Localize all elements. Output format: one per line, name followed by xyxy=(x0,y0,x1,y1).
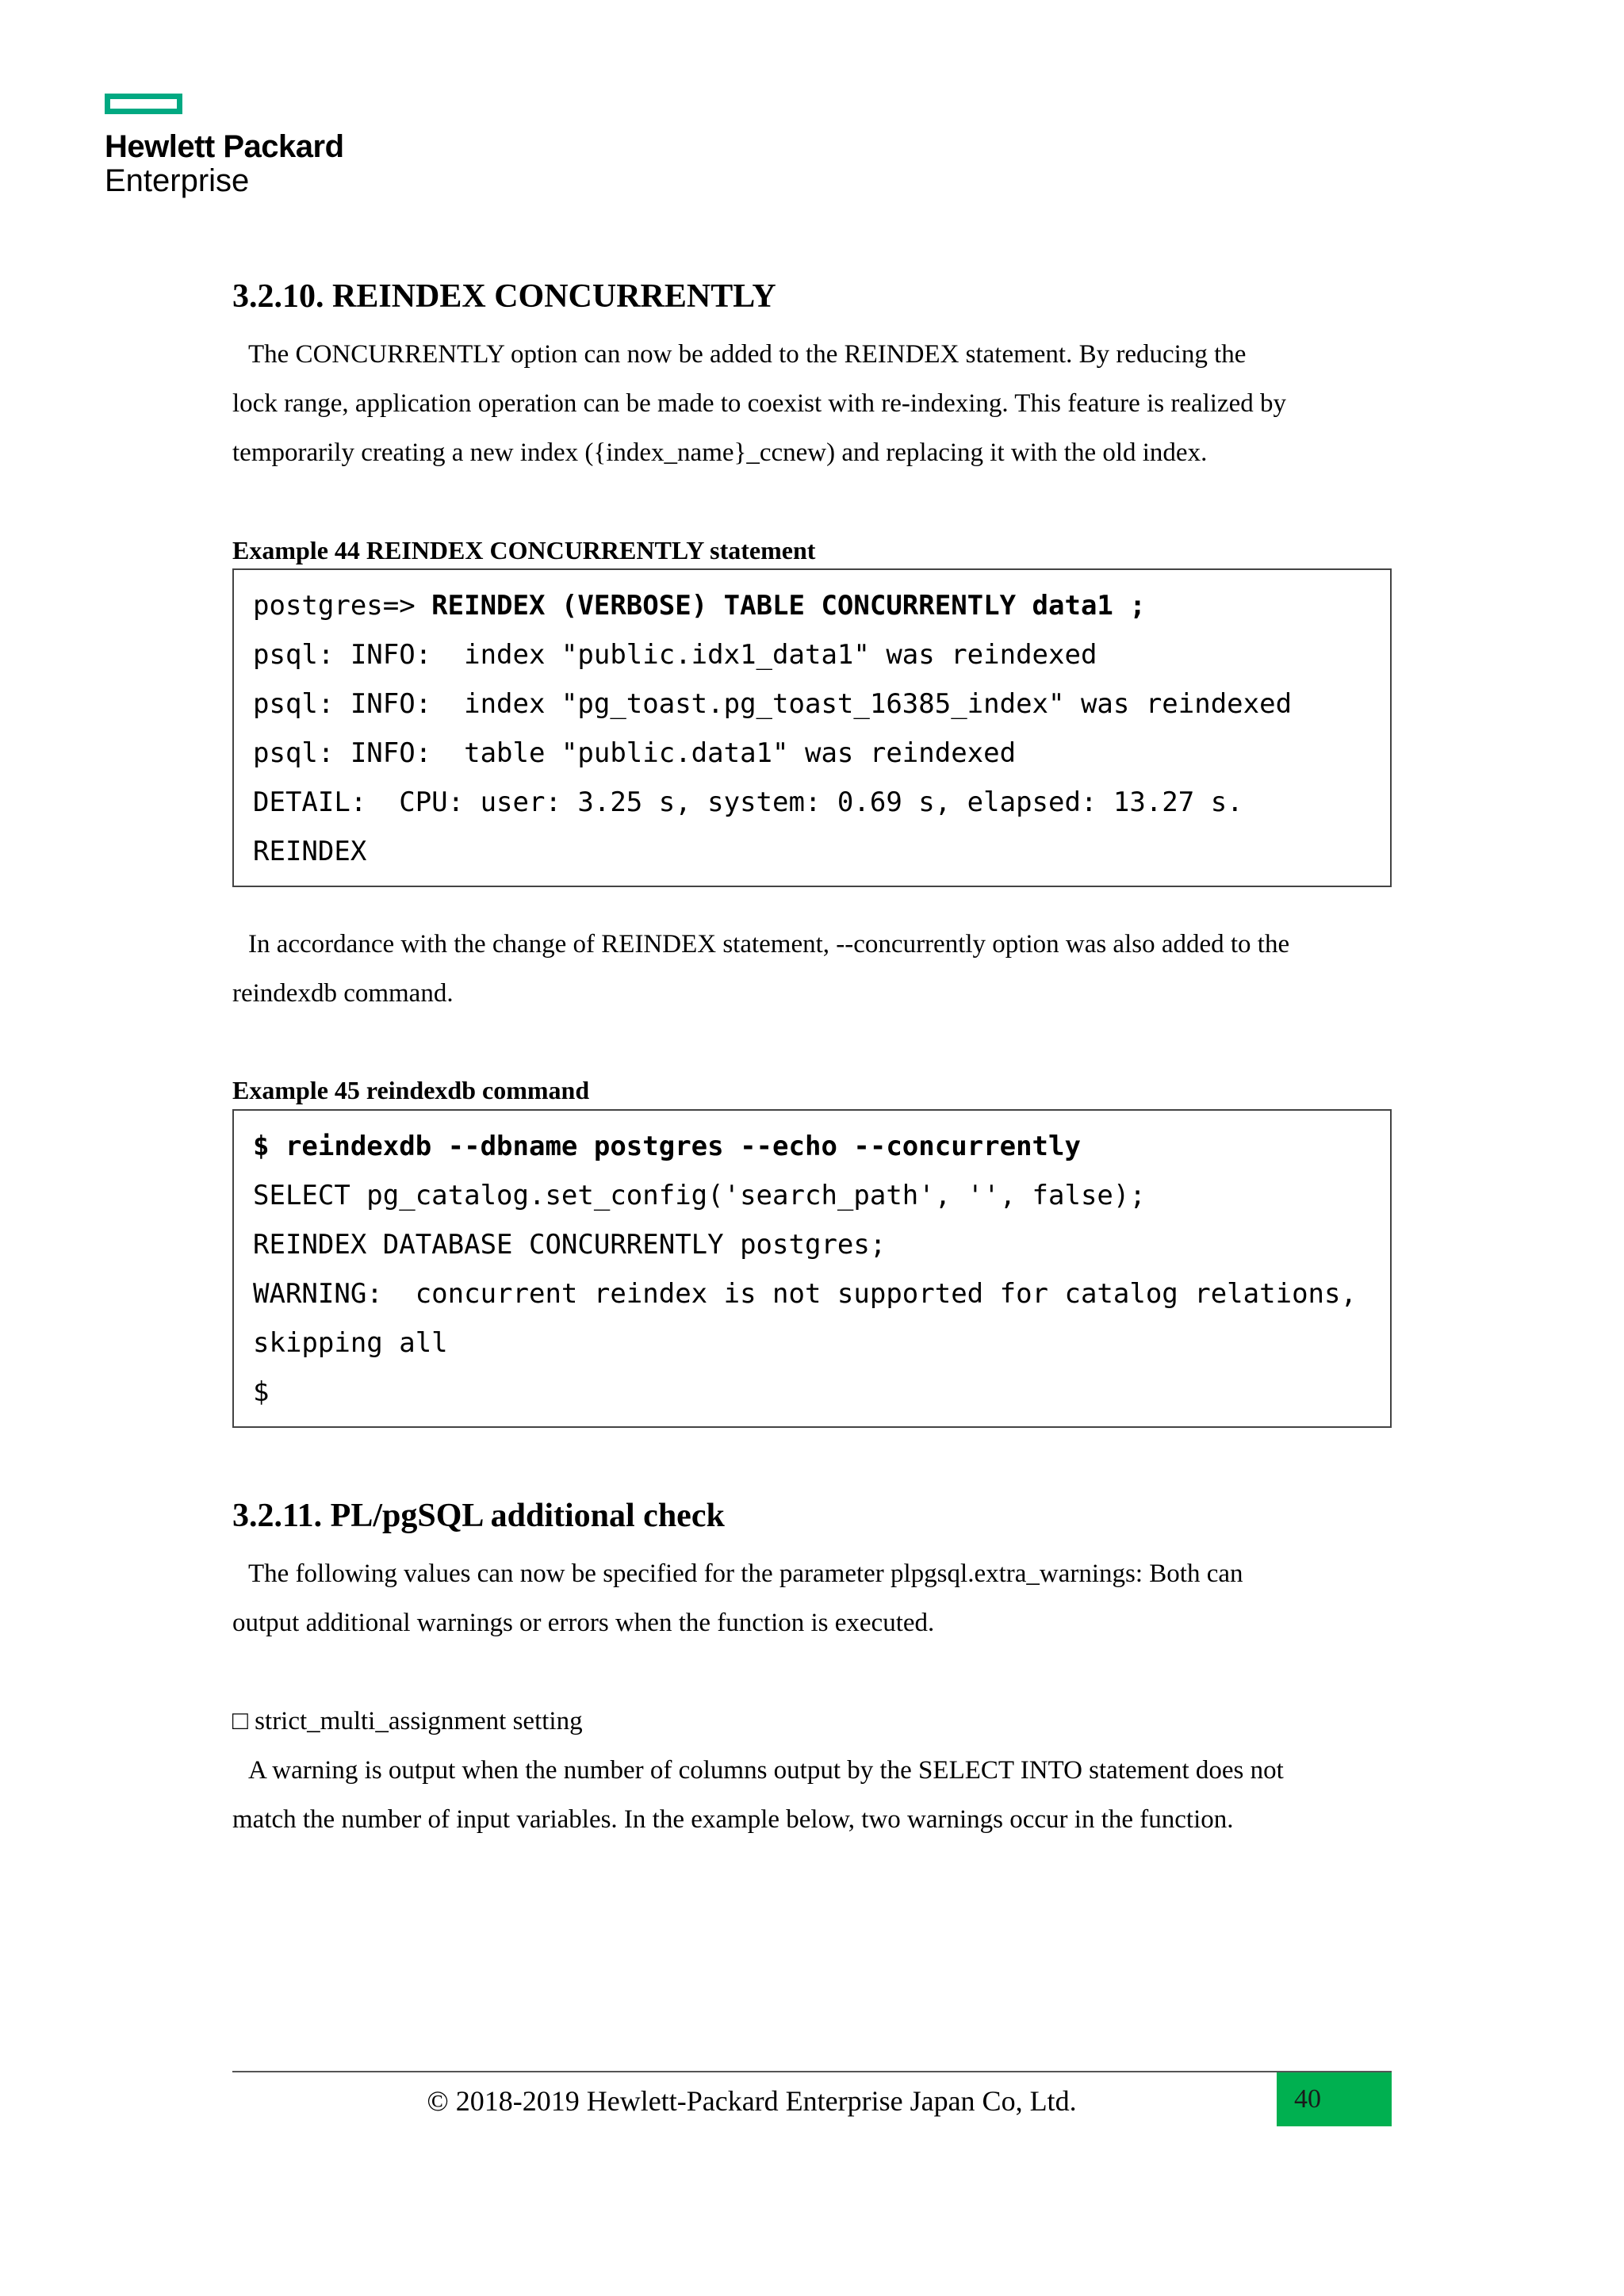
code-command: $ reindexdb --dbname postgres --echo --concurrently xyxy=(253,1131,1081,1162)
code-line xyxy=(253,1122,1371,1171)
example-caption: Example 44 REINDEX CONCURRENTLY statement xyxy=(232,536,816,564)
strict-multi-assignment-item xyxy=(232,1697,1392,1844)
code-line: psql: INFO: index "pg_toast.pg_toast_16385_index" was reindexed xyxy=(253,688,1293,720)
bullet-heading: □ strict_multi_assignment setting xyxy=(232,1707,583,1735)
company-logo xyxy=(105,94,358,198)
paragraph-line: The CONCURRENTLY option can now be added to the REINDEX statement. By reducing the xyxy=(248,340,1247,369)
code-line: REINDEX xyxy=(253,836,367,867)
paragraph-line: reindexdb command. xyxy=(232,979,454,1008)
page-number: 40 xyxy=(1277,2072,1392,2126)
code-line: REINDEX DATABASE CONCURRENTLY postgres; xyxy=(253,1229,887,1261)
paragraph-line: output additional warnings or errors when the function is executed. xyxy=(232,1609,935,1637)
example-45-caption-wrap xyxy=(232,1074,1392,1106)
code-line: SELECT pg_catalog.set_config('search_path', '', false); xyxy=(253,1180,1146,1211)
code-block xyxy=(232,1109,1392,1428)
code-line: DETAIL: CPU: user: 3.25 s, system: 0.69 s, elapsed: 13.27 s. xyxy=(253,786,1243,818)
paragraph-line: lock range, application operation can be made to coexist with re-indexing. This feature is realized by xyxy=(232,389,1286,418)
code-block xyxy=(232,568,1392,887)
code-line: WARNING: concurrent reindex is not supported for catalog relations, xyxy=(253,1278,1357,1310)
section-3-2-10-body xyxy=(232,330,1392,477)
code-line: psql: INFO: index "public.idx1_data1" was reindexed xyxy=(253,639,1097,671)
paragraph-line: match the number of input variables. In the example below, two warnings occur in the function. xyxy=(232,1805,1234,1834)
footer-divider xyxy=(232,2071,1392,2072)
paragraph-line: A warning is output when the number of columns output by the SELECT INTO statement does not xyxy=(248,1756,1284,1785)
code-line: $ xyxy=(253,1376,270,1408)
paragraph-line: temporarily creating a new index ({index_name}_ccnew) and replacing it with the old index. xyxy=(232,438,1208,467)
logo-text-line1: Hewlett Packard xyxy=(105,129,344,164)
code-line: skipping all xyxy=(253,1327,448,1359)
section-heading: 3.2.11. PL/pgSQL additional check xyxy=(232,1498,725,1534)
paragraph-line: In accordance with the change of REINDEX statement, --concurrently option was also added to the xyxy=(248,930,1290,959)
section-3-2-11 xyxy=(232,1494,1392,1538)
code-line xyxy=(253,581,1371,630)
example-44-wrap xyxy=(232,568,1392,887)
example-44-caption-wrap xyxy=(232,534,1392,566)
section-3-2-10 xyxy=(232,274,1392,319)
logo-bar-graphic xyxy=(105,94,182,114)
example-caption: Example 45 reindexdb command xyxy=(232,1076,590,1104)
paragraph-line: The following values can now be specified for the parameter plpgsql.extra_warnings: Both can xyxy=(248,1559,1243,1588)
example-45-wrap xyxy=(232,1109,1392,1428)
section-heading: 3.2.10. REINDEX CONCURRENTLY xyxy=(232,278,776,315)
section-3-2-11-body xyxy=(232,1549,1392,1647)
logo-text-line2: Enterprise xyxy=(105,163,250,198)
code-command: REINDEX (VERBOSE) TABLE CONCURRENTLY data1 ; xyxy=(431,590,1146,622)
reindexdb-intro xyxy=(232,920,1392,1018)
code-prompt: postgres=> xyxy=(253,590,432,622)
code-line: psql: INFO: table "public.data1" was reindexed xyxy=(253,737,1017,769)
footer-copyright: © 2018-2019 Hewlett-Packard Enterprise Japan Co, Ltd. xyxy=(427,2085,1077,2117)
